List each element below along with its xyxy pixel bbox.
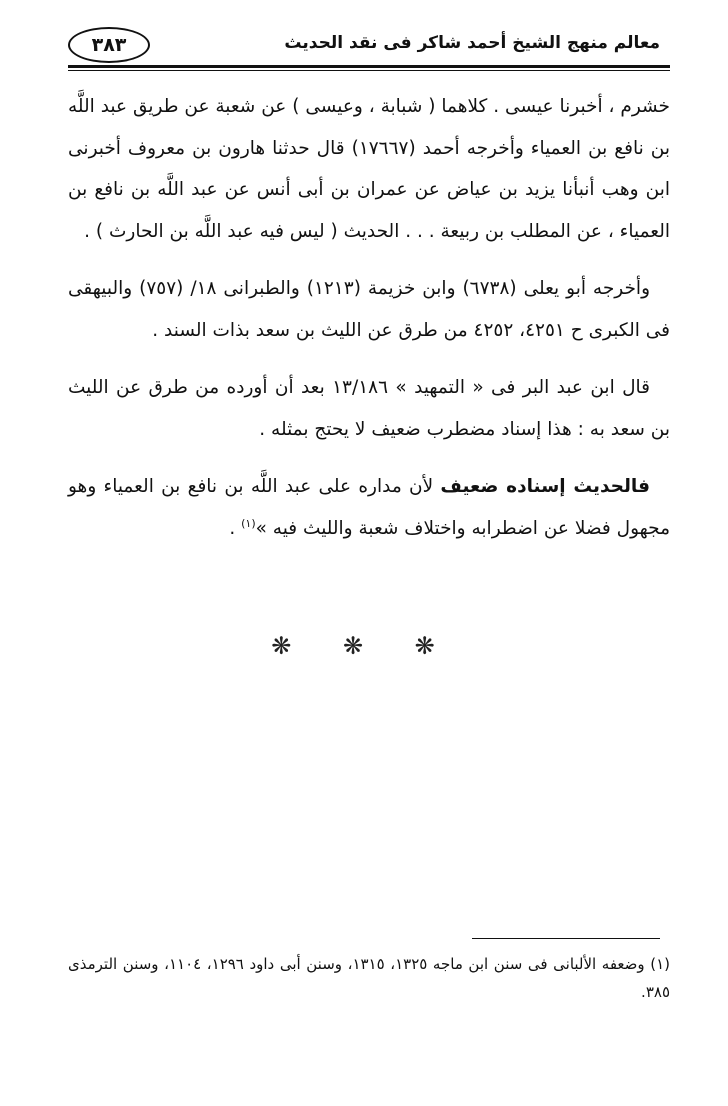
conclusion-lead: فالحديث إسناده ضعيف xyxy=(440,476,650,497)
main-text xyxy=(68,86,670,565)
footnote-reference[interactable]: (١) xyxy=(241,516,256,530)
header-rule xyxy=(68,65,670,68)
paragraph-2: وأخرجه أبو يعلى (٦٧٣٨) وابن خزيمة (١٢١٣) والطبرانى ١٨/ (٧٥٧) والبيهقى فى الكبرى ح ٤٢٥١، ٤٢٥٢ من طرق عن الليث بن سعد بذات السند . xyxy=(68,278,670,341)
section-separator-ornament: ❋ ❋ ❋ xyxy=(271,632,457,660)
conclusion-tail: . xyxy=(229,517,242,539)
paragraph-1: خشرم ، أخبرنا عيسى . كلاهما ( شبابة ، وعيسى ) عن شعبة عن طريق عبد اللَّه بن نافع بن العمياء وأخرجه أحمد (١٧٦٦٧) قال حدثنا هارون بن معروف أخبرنى ابن وهب أنبأنا يزيد بن عياض عن عمران بن أبى أنس عن عبد اللَّه بن نافع بن العمياء ، عن المطلب بن ربيعة . . . الحديث ( ليس فيه عبد اللَّه بن الحارث ) . xyxy=(68,96,671,242)
page-number-oval xyxy=(68,27,150,63)
paragraph-3: قال ابن عبد البر فى « التمهيد » ١٣/١٨٦ بعد أن أورده من طرق عن الليث بن سعد به : هذا إسناد مضطرب ضعيف لا يحتج بمثله . xyxy=(68,377,670,440)
footnote-rule xyxy=(472,938,660,939)
running-header-title: معالم منهج الشيخ أحمد شاكر فى نقد الحديث xyxy=(284,33,660,53)
footnote: (١) وضعفه الألبانى فى سنن ابن ماجه ١٣٢٥، ١٣١٥، وسنن أبى داود ١٢٩٦، ١١٠٤، وسنن الترمذى ٣٨٥. xyxy=(68,955,671,1001)
header-rule-thin xyxy=(68,70,670,71)
page-number: ٣٨٣ xyxy=(91,34,127,56)
paragraph-4 xyxy=(68,466,670,549)
conclusion-text: لأن مداره على عبد اللَّه بن نافع بن العمياء وهو مجهول فضلا عن اضطرابه واختلاف شعبة والليث فيه » xyxy=(68,476,670,539)
